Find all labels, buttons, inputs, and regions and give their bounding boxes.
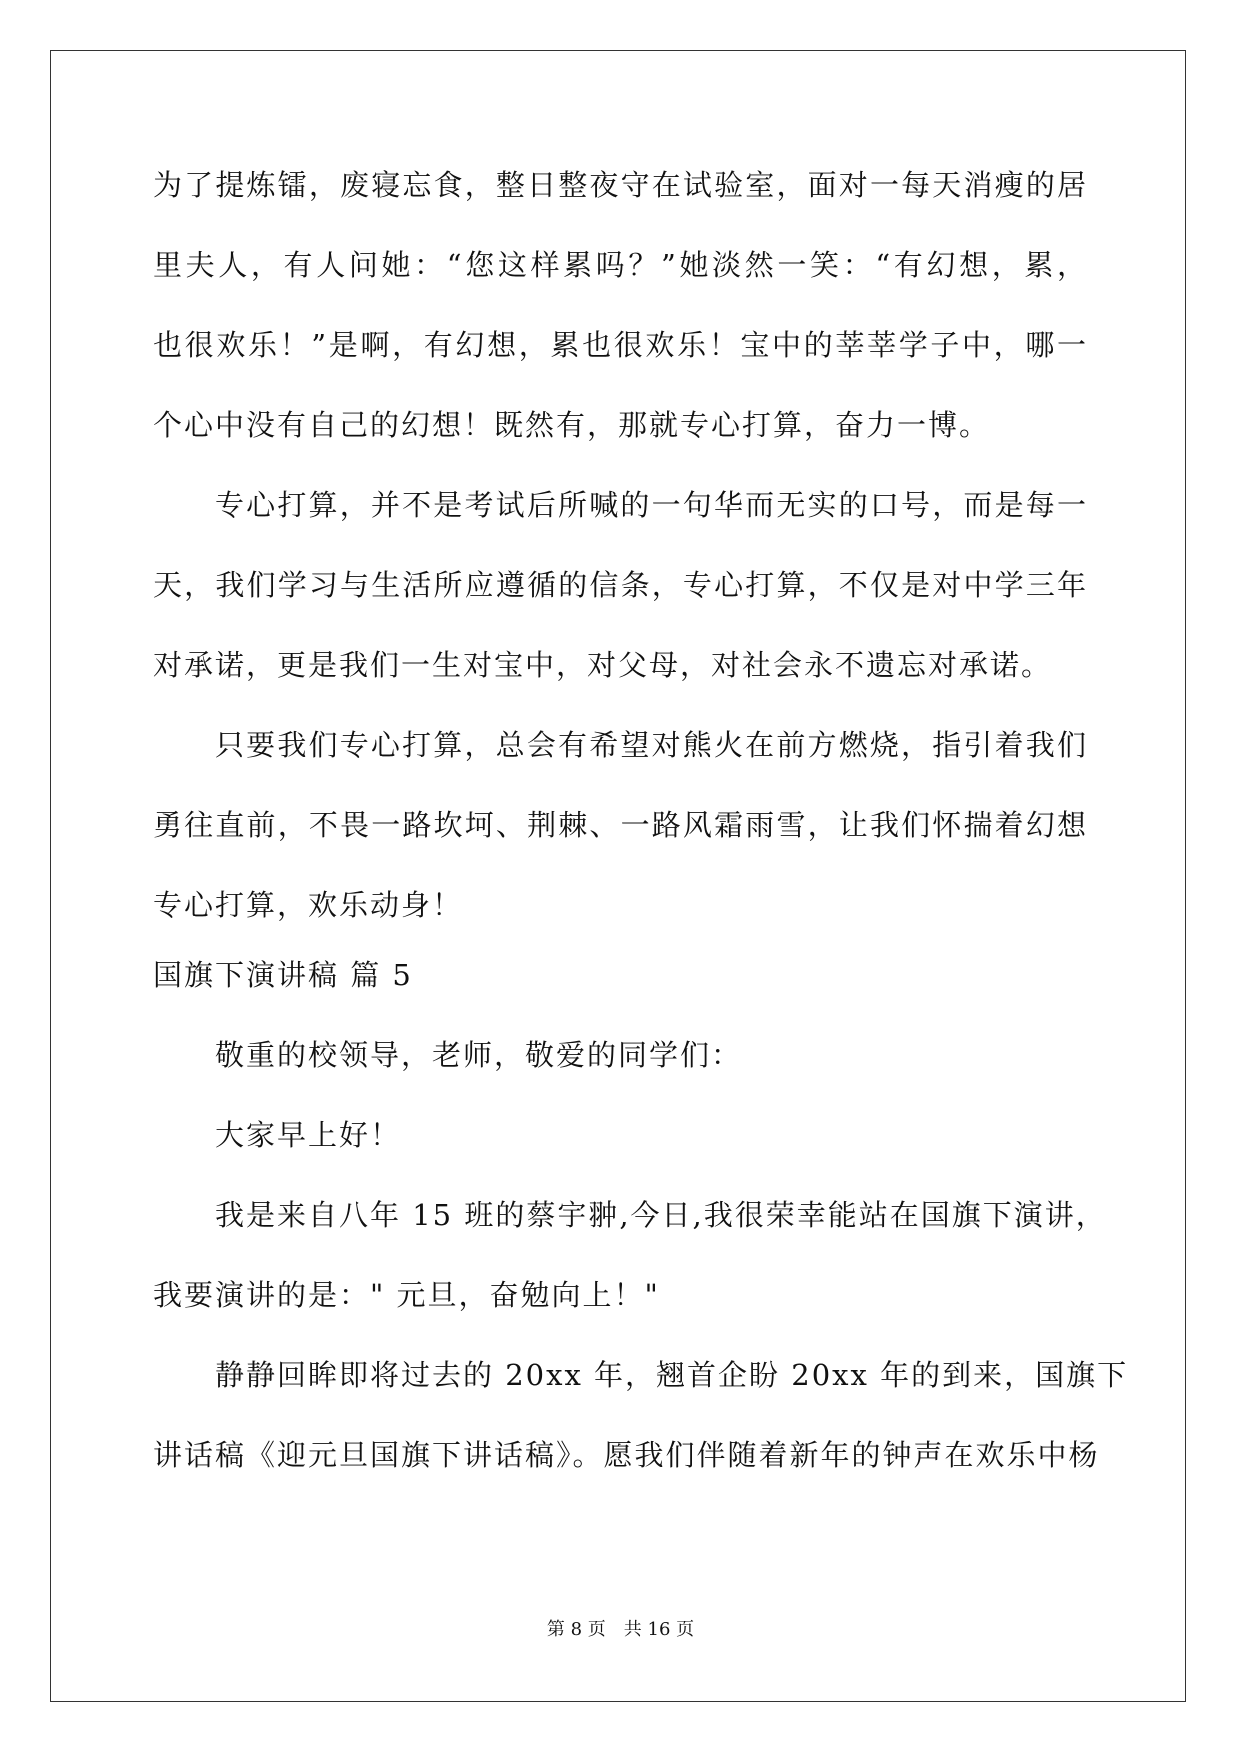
page-total: 共 16 页: [623, 1619, 695, 1640]
paragraph-line: 我要演讲的是：" 元旦，奋勉向上！": [153, 1278, 660, 1312]
document-body: [153, 165, 1129, 1515]
section-heading: 国旗下演讲稿 篇 5: [153, 958, 413, 992]
paragraph-line: 个心中没有自己的幻想！既然有，那就专心打算，奋力一博。: [153, 408, 991, 442]
paragraph-line: 为了提炼镭，废寝忘食，整日整夜守在试验室，面对一每天消瘦的居: [153, 168, 1088, 202]
paragraph-line: 大家早上好！: [215, 1118, 402, 1152]
paragraph-line: 天，我们学习与生活所应遵循的信条，专心打算，不仅是对中学三年: [153, 568, 1088, 602]
page-number: 第 8 页: [546, 1619, 606, 1640]
paragraph-line: 专心打算，欢乐动身！: [153, 888, 464, 922]
paragraph-line: 勇往直前，不畏一路坎坷、荆棘、一路风霜雨雪，让我们怀揣着幻想: [153, 808, 1088, 842]
paragraph-line: 只要我们专心打算，总会有希望对熊火在前方燃烧，指引着我们: [215, 728, 1088, 762]
paragraph-line: 敬重的校领导，老师，敬爱的同学们：: [215, 1038, 743, 1072]
paragraph-line: 我是来自八年 15 班的蔡宇翀,今日,我很荣幸能站在国旗下演讲，: [215, 1198, 1107, 1232]
paragraph-line: 静静回眸即将过去的 20xx 年，翘首企盼 20xx 年的到来，国旗下: [215, 1358, 1129, 1392]
page-footer: [0, 1615, 1241, 1641]
paragraph-line: 也很欢乐！”是啊，有幻想，累也很欢乐！宝中的莘莘学子中，哪一: [153, 328, 1088, 362]
paragraph-line: 对承诺，更是我们一生对宝中，对父母，对社会永不遗忘对承诺。: [153, 648, 1053, 682]
paragraph-line: 讲话稿《迎元旦国旗下讲话稿》。愿我们伴随着新年的钟声在欢乐中杨: [153, 1438, 1100, 1472]
paragraph-line: 里夫人，有人问她：“您这样累吗？”她淡然一笑：“有幻想，累，: [153, 248, 1088, 282]
paragraph-line: 专心打算，并不是考试后所喊的一句华而无实的口号，而是每一: [215, 488, 1088, 522]
